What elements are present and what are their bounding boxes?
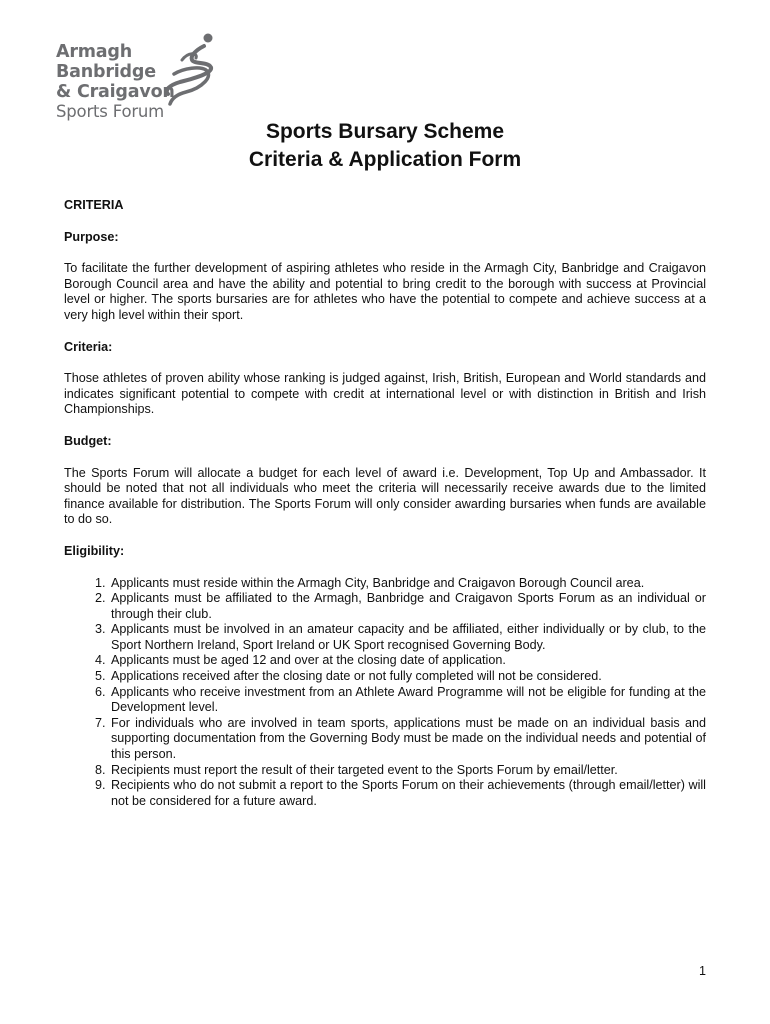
- organisation-logo: [56, 30, 236, 122]
- logo-line: Banbridge: [56, 62, 156, 82]
- swirl-figure-icon: [156, 30, 236, 110]
- list-item: 3. Applicants must be involved in an amateur capacity and be affiliated, either individually or by club, to the Sport Northern Ireland, Sport Ireland or UK Sport recognised Governing Body.: [109, 622, 706, 653]
- logo-line: Sports Forum: [56, 102, 165, 121]
- list-item: 8. Recipients must report the result of their targeted event to the Sports Forum by email/letter.: [109, 763, 706, 779]
- title-line-1: Sports Bursary Scheme: [265, 120, 505, 143]
- purpose-text: To facilitate the further development of aspiring athletes who reside in the Armagh City, Banbridge and Craigavon Borough Council area and have the ability and potential to bring credit to the borough with success at Provincial level or higher. The sports bursaries are for athletes who have the potential to compete and achieve success at a very high level within their sport.: [64, 261, 706, 322]
- list-item: 1. Applicants must reside within the Armagh City, Banbridge and Craigavon Borough Council area.: [109, 576, 706, 592]
- list-item: 2. Applicants must be affiliated to the Armagh, Banbridge and Craigavon Sports Forum as an individual or through their club.: [109, 591, 706, 622]
- document-body: [64, 198, 706, 809]
- eligibility-heading: Eligibility:: [64, 543, 125, 558]
- page-number: 1: [698, 964, 706, 978]
- criteria-text: Those athletes of proven ability whose ranking is judged against, Irish, British, European and World standards and indicates significant potential to compete with credit at international level or with distinction in British and Irish Championships.: [64, 371, 706, 417]
- budget-text: The Sports Forum will allocate a budget for each level of award i.e. Development, Top Up and Ambassador. It should be noted that not all individuals who meet the criteria will necessarily receive awards due to the limited finance available for distribution. The Sports Forum will only consider awarding bursaries when funds are available to do so.: [64, 465, 706, 527]
- list-item: 7. For individuals who are involved in team sports, applications must be made on an individual basis and supporting documentation from the Governing Body must be made on the individual needs and potential of this person.: [109, 716, 706, 763]
- title-line-2: Criteria & Application Form: [248, 148, 522, 171]
- purpose-heading: Purpose:: [64, 229, 119, 244]
- list-item: 5. Applications received after the closing date or not fully completed will not be considered.: [109, 669, 706, 685]
- criteria-subheading: Criteria:: [64, 339, 113, 354]
- budget-heading: Budget:: [64, 433, 112, 448]
- page-title: [0, 118, 770, 174]
- criteria-heading: CRITERIA: [64, 198, 124, 212]
- list-item: 4. Applicants must be aged 12 and over at the closing date of application.: [109, 653, 706, 669]
- list-item: 6. Applicants who receive investment from an Athlete Award Programme will not be eligible for funding at the Development level.: [109, 685, 706, 716]
- eligibility-list: [64, 576, 706, 810]
- logo-line: & Craigavon: [56, 82, 175, 102]
- logo-line: Armagh: [56, 42, 133, 62]
- list-item: 9. Recipients who do not submit a report to the Sports Forum on their achievements (through email/letter) will not be considered for a future award.: [109, 778, 706, 809]
